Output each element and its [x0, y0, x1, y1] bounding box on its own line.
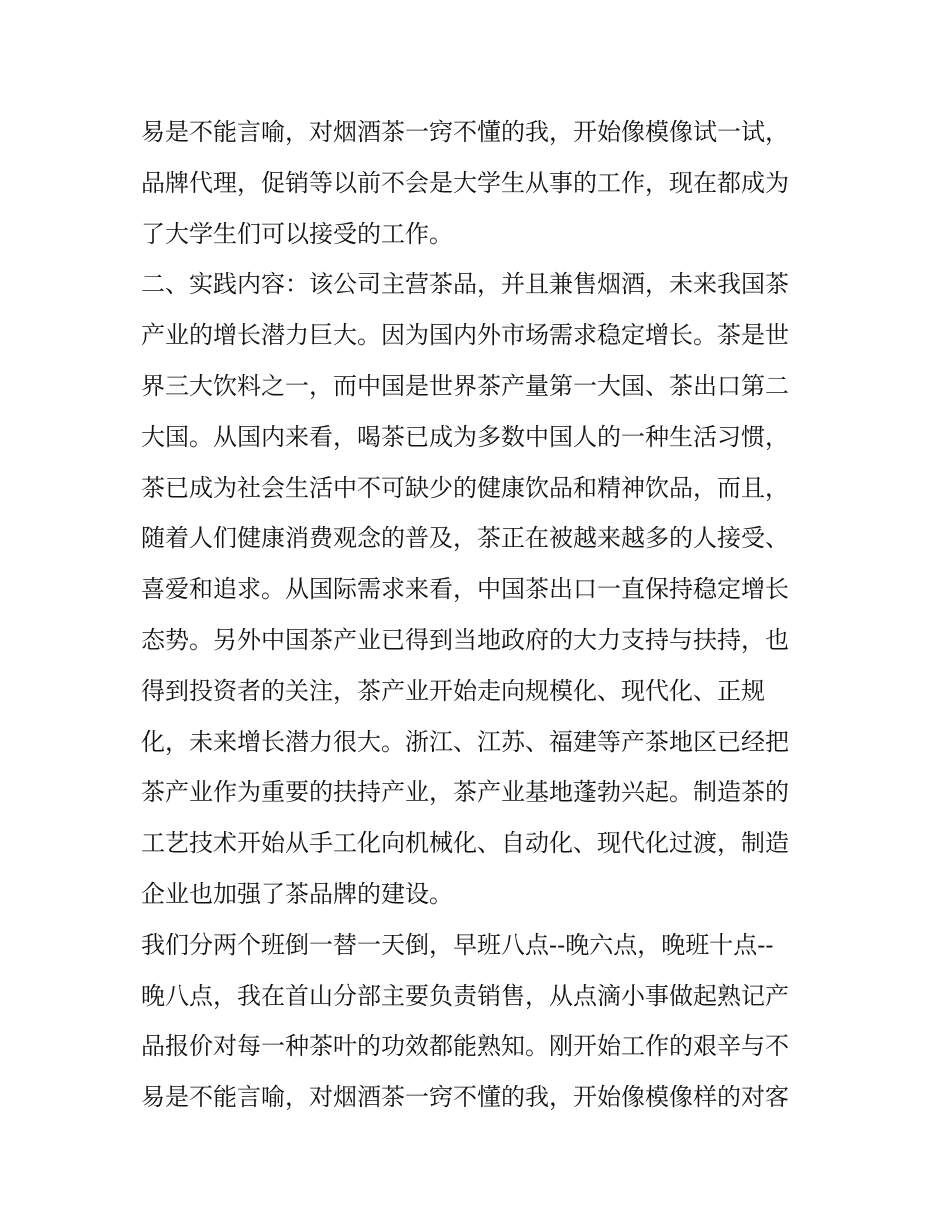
text-line: 工艺技术开始从手工化向机械化、自动化、现代化过渡，制造 [141, 829, 789, 858]
text-line: 品牌代理，促销等以前不会是大学生从事的工作，现在都成为 [141, 168, 789, 197]
text-line: 品报价对每一种茶叶的功效都能熟知。刚开始工作的艰辛与不 [141, 1032, 789, 1061]
text-line: 大国。从国内来看，喝茶已成为多数中国人的一种生活习惯， [141, 422, 789, 451]
text-line: 茶已成为社会生活中不可缺少的健康饮品和精神饮品，而且， [141, 473, 789, 502]
text-line: 喜爱和追求。从国际需求来看，中国茶出口一直保持稳定增长 [141, 575, 789, 604]
text-line: 易是不能言喻，对烟酒茶一窍不懂的我，开始像模像试一试， [141, 118, 789, 146]
text-line: 二、实践内容：该公司主营茶品，并且兼售烟酒，未来我国茶 [141, 270, 789, 299]
text-line: 态势。另外中国茶产业已得到当地政府的大力支持与扶持，也 [141, 625, 789, 654]
text-line: 了大学生们可以接受的工作。 [141, 219, 453, 248]
text-line: 易是不能言喻，对烟酒茶一窍不懂的我，开始像模像样的对客 [141, 1083, 789, 1112]
document-body [141, 107, 813, 1123]
text-line: 企业也加强了茶品牌的建设。 [141, 879, 453, 908]
text-line: 晚八点，我在首山分部主要负责销售，从点滴小事做起熟记产 [141, 981, 789, 1010]
text-line: 茶产业作为重要的扶持产业，茶产业基地蓬勃兴起。制造茶的 [141, 778, 789, 807]
text-line: 我们分两个班倒一替一天倒，早班八点--晚六点，晚班十点-- [141, 930, 774, 959]
text-line: 化，未来增长潜力很大。浙江、江苏、福建等产茶地区已经把 [141, 727, 789, 756]
text-line: 产业的增长潜力巨大。因为国内外市场需求稳定增长。茶是世 [141, 321, 789, 350]
text-line: 得到投资者的关注，茶产业开始走向规模化、现代化、正规 [141, 676, 765, 705]
text-line: 随着人们健康消费观念的普及，茶正在被越来越多的人接受、 [141, 524, 789, 553]
text-line: 界三大饮料之一，而中国是世界茶产量第一大国、茶出口第二 [141, 371, 789, 400]
